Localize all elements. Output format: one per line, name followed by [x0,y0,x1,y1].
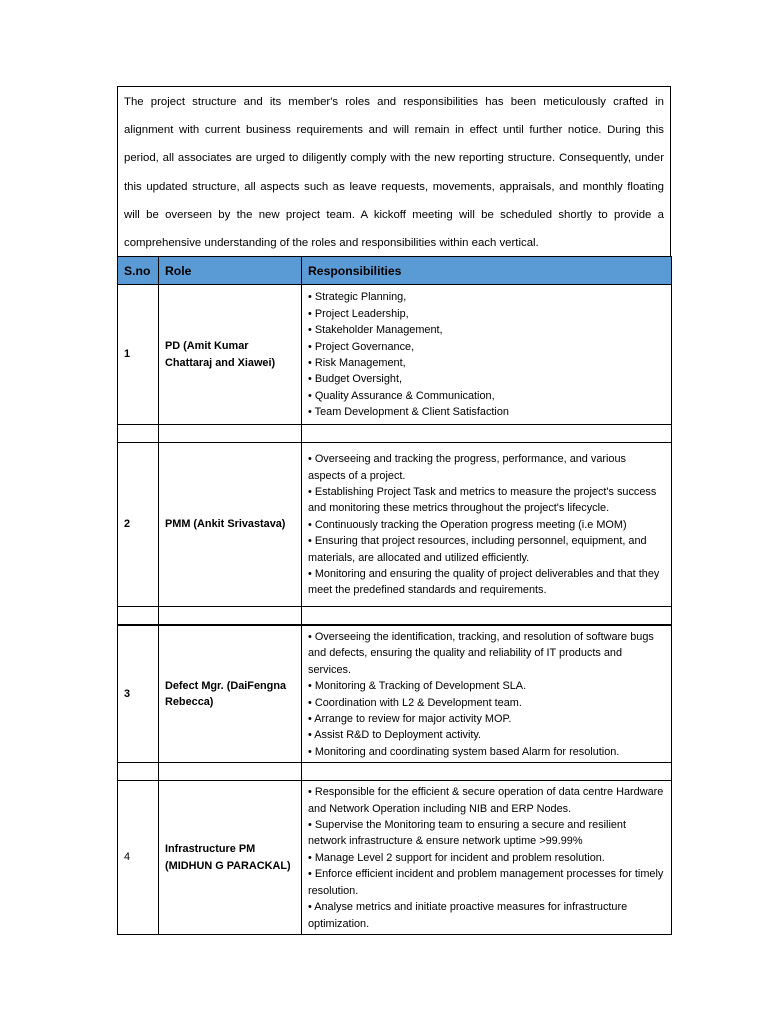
row-role: PD (Amit Kumar Chattaraj and Xiawei) [159,285,302,425]
table-row [118,285,672,425]
spacer-row [118,763,672,781]
list-item: • Monitoring and coordinating system based Alarm for resolution. [308,745,620,758]
list-item: • Strategic Planning, [308,291,407,304]
header-role: Role [159,257,302,285]
list-item: • Ensuring that project resources, including personnel, equipment, and materials, are allocated and utilized efficiently. [308,535,647,564]
table-row [118,625,672,763]
roles-table [117,256,672,935]
list-item: • Project Governance, [308,340,415,353]
header-sno: S.no [118,257,159,285]
list-item: • Enforce efficient incident and problem management processes for timely resolution. [308,868,664,897]
table-row [118,781,672,935]
list-item: • Coordination with L2 & Development team. [308,696,522,709]
list-item: • Overseeing the identification, tracking, and resolution of software bugs and defects, ensuring the quality and reliability of IT products and services. [308,631,654,676]
list-item: • Responsible for the efficient & secure operation of data centre Hardware and Network Operation including NIB and ERP Nodes. [308,786,664,815]
list-item: • Project Leadership, [308,307,409,320]
list-item: • Overseeing and tracking the progress, performance, and various aspects of a project. [308,453,626,482]
row-responsibilities [302,285,672,425]
row-responsibilities [302,443,672,607]
list-item: • Supervise the Monitoring team to ensuring a secure and resilient network infrastructure & ensure network uptime >99.99% [308,819,626,848]
list-item: • Assist R&D to Deployment activity. [308,729,482,742]
row-role: Defect Mgr. (DaiFengna Rebecca) [159,625,302,763]
list-item: • Budget Oversight, [308,373,403,386]
document-frame [117,86,671,935]
list-item: • Continuously tracking the Operation progress meeting (i.e MOM) [308,518,627,531]
spacer-row [118,425,672,443]
row-role: Infrastructure PM (MIDHUN G PARACKAL) [159,781,302,935]
list-item: • Monitoring & Tracking of Development SLA. [308,680,527,693]
list-item: • Stakeholder Management, [308,324,443,337]
row-sno: 4 [118,781,159,935]
row-responsibilities [302,625,672,763]
row-responsibilities [302,781,672,935]
row-sno: 2 [118,443,159,607]
list-item: • Manage Level 2 support for incident and problem resolution. [308,851,605,864]
list-item: • Analyse metrics and initiate proactive measures for infrastructure optimization. [308,901,628,930]
row-role: PMM (Ankit Srivastava) [159,443,302,607]
table-header-row [118,257,672,285]
list-item: • Team Development & Client Satisfaction [308,406,509,419]
list-item: • Arrange to review for major activity MOP. [308,713,512,726]
table-row [118,443,672,607]
spacer-row [118,607,672,626]
list-item: • Risk Management, [308,357,406,369]
intro-paragraph: The project structure and its member's roles and responsibilities has been meticulously crafted in alignment with current business requirements and will remain in effect until further notice. During this period, all associates are urged to diligently comply with the new reporting structure. Consequently, under this updated structure, all aspects such as leave requests, movements, appraisals, and monthly floating will be overseen by the new project team. A kickoff meeting will be scheduled shortly to provide a comprehensive understanding of the roles and responsibilities within each vertical. [117,86,671,256]
row-sno: 3 [118,625,159,763]
list-item: • Monitoring and ensuring the quality of project deliverables and that they meet the predefined standards and requirements. [308,568,660,597]
header-responsibilities: Responsibilities [302,257,672,285]
list-item: • Establishing Project Task and metrics to measure the project's success and monitoring these metrics throughout the project's lifecycle. [308,485,657,515]
row-sno: 1 [118,285,159,425]
list-item: • Quality Assurance & Communication, [308,389,495,402]
